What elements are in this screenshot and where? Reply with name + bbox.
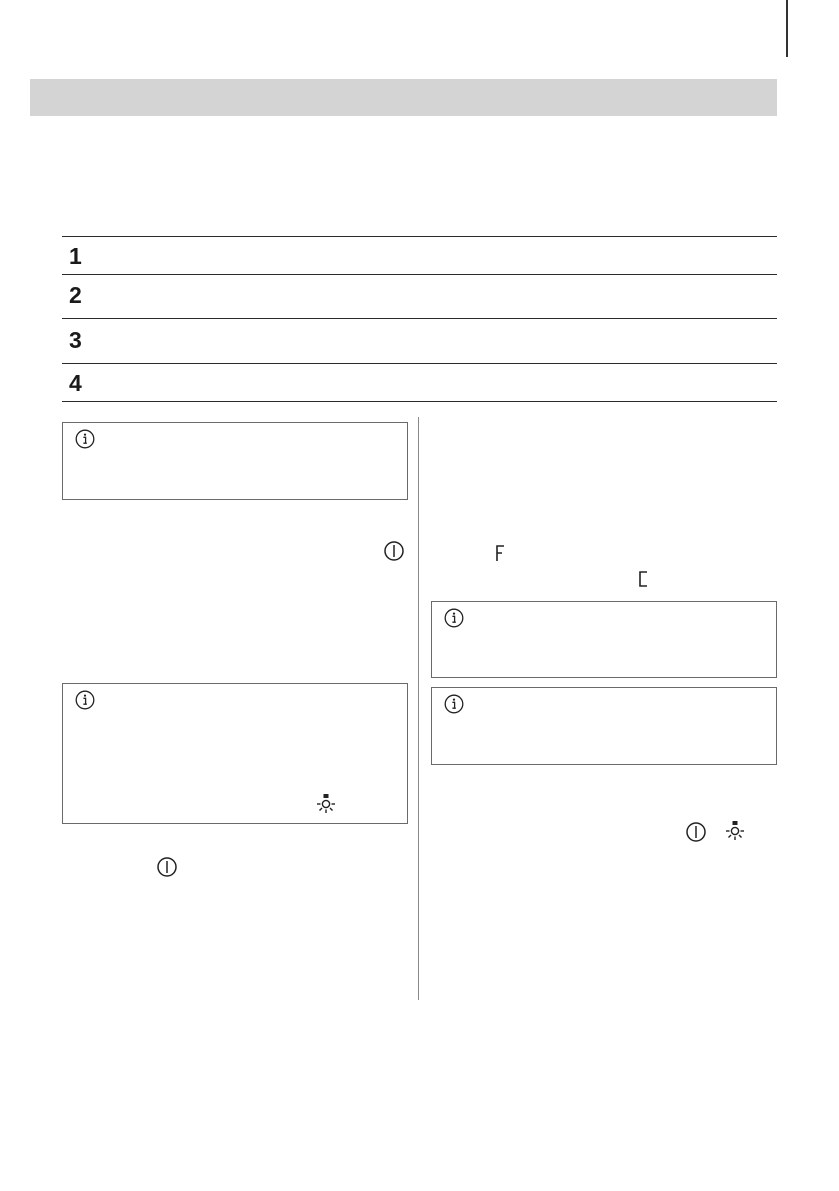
power-icon	[156, 856, 178, 878]
step-number: 1	[69, 243, 82, 269]
display-f-icon	[494, 544, 506, 562]
step-row	[62, 318, 777, 363]
info-note-box	[431, 687, 777, 765]
info-circle-icon	[444, 694, 464, 714]
margin-rule	[786, 0, 788, 57]
step-number: 3	[69, 327, 82, 353]
section-header-band	[30, 79, 777, 116]
step-number: 4	[69, 370, 82, 396]
power-icon	[685, 821, 707, 843]
info-circle-icon	[75, 429, 95, 449]
steps-table	[62, 236, 777, 402]
light-icon	[724, 820, 746, 842]
step-row	[62, 236, 777, 274]
info-note-box	[62, 683, 408, 824]
info-note-box	[62, 422, 408, 500]
light-icon	[315, 793, 337, 815]
column-divider	[418, 417, 419, 1000]
power-icon	[383, 540, 405, 562]
info-circle-icon	[444, 608, 464, 628]
step-row	[62, 363, 777, 402]
step-row	[62, 274, 777, 318]
info-circle-icon	[75, 690, 95, 710]
display-c-icon	[637, 570, 649, 588]
info-note-box	[431, 601, 777, 678]
step-number: 2	[69, 282, 82, 308]
